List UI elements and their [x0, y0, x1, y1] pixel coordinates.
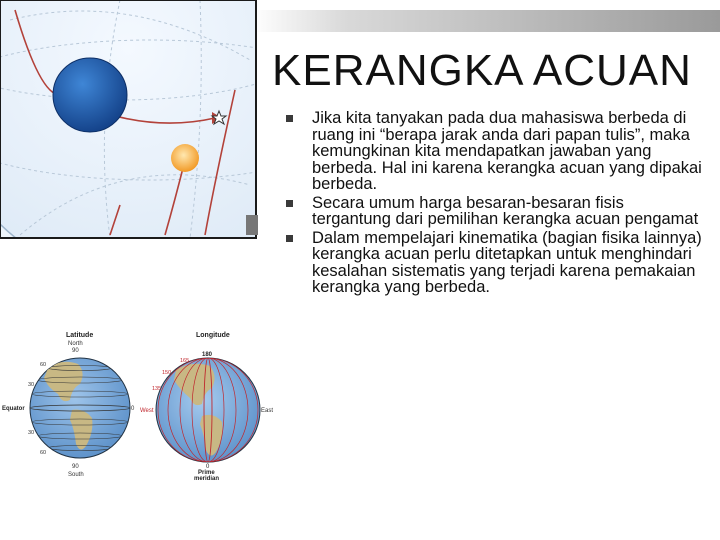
prime-label: Prime	[198, 470, 215, 476]
direction-label: West	[140, 408, 154, 414]
bullet-text: Secara umum harga besaran-besaran fisis tergantung dari pemilihan kerangka acuan pengamat	[312, 193, 699, 228]
latitude-globe-illustration	[0, 328, 150, 480]
degree-label: 30	[28, 430, 35, 436]
sun-icon	[171, 144, 199, 172]
globe-title: Longitude	[196, 332, 230, 339]
pole-label: South	[68, 472, 84, 478]
globe-title: Latitude	[66, 332, 94, 339]
pole-label: North	[68, 341, 83, 347]
degree-label: 135	[152, 386, 162, 392]
degree-label: 60	[40, 362, 47, 368]
bullet-text: Dalam mempelajari kinematika (bagian fisika lainnya) kerangka acuan perlu ditetapkan untuk menghindari kesalahan sistematis yang terjadi karena pemakaian kerangka yang berbeda.	[312, 228, 702, 296]
bullet-item	[282, 230, 702, 296]
bullet-item	[282, 195, 702, 228]
degree-label: 165	[180, 358, 190, 364]
direction-label: East	[261, 408, 274, 414]
planet-icon	[53, 58, 127, 132]
degree-label: 0	[131, 406, 135, 412]
bullet-square-icon	[286, 115, 293, 122]
bullet-list	[282, 110, 702, 298]
degree-label: 180	[202, 352, 213, 358]
degree-label: 90	[72, 464, 79, 470]
frame-tab	[246, 215, 258, 235]
title-accent-bar	[252, 10, 720, 32]
longitude-globe-illustration	[140, 328, 280, 480]
bullet-square-icon	[286, 235, 293, 242]
slide-title: KERANGKA ACUAN	[272, 46, 692, 95]
bullet-text: Jika kita tanyakan pada dua mahasiswa berbeda di ruang ini “berapa jarak anda dari papan tulis”, maka kemungkinan kita mendapatkan jawaban yang berbeda. Hal ini karena kerangka acuan yang dipakai berbeda.	[312, 109, 702, 193]
celestial-sphere-illustration	[0, 0, 260, 245]
bullet-item	[282, 110, 702, 193]
degree-label: 0	[206, 464, 210, 470]
degree-label: 60	[40, 450, 47, 456]
degree-label: 150	[162, 370, 172, 376]
degree-label: 30	[28, 382, 35, 388]
equator-label: Equator	[2, 406, 25, 412]
degree-label: 90	[72, 348, 79, 354]
meridian-label: meridian	[194, 476, 220, 480]
bullet-square-icon	[286, 200, 293, 207]
